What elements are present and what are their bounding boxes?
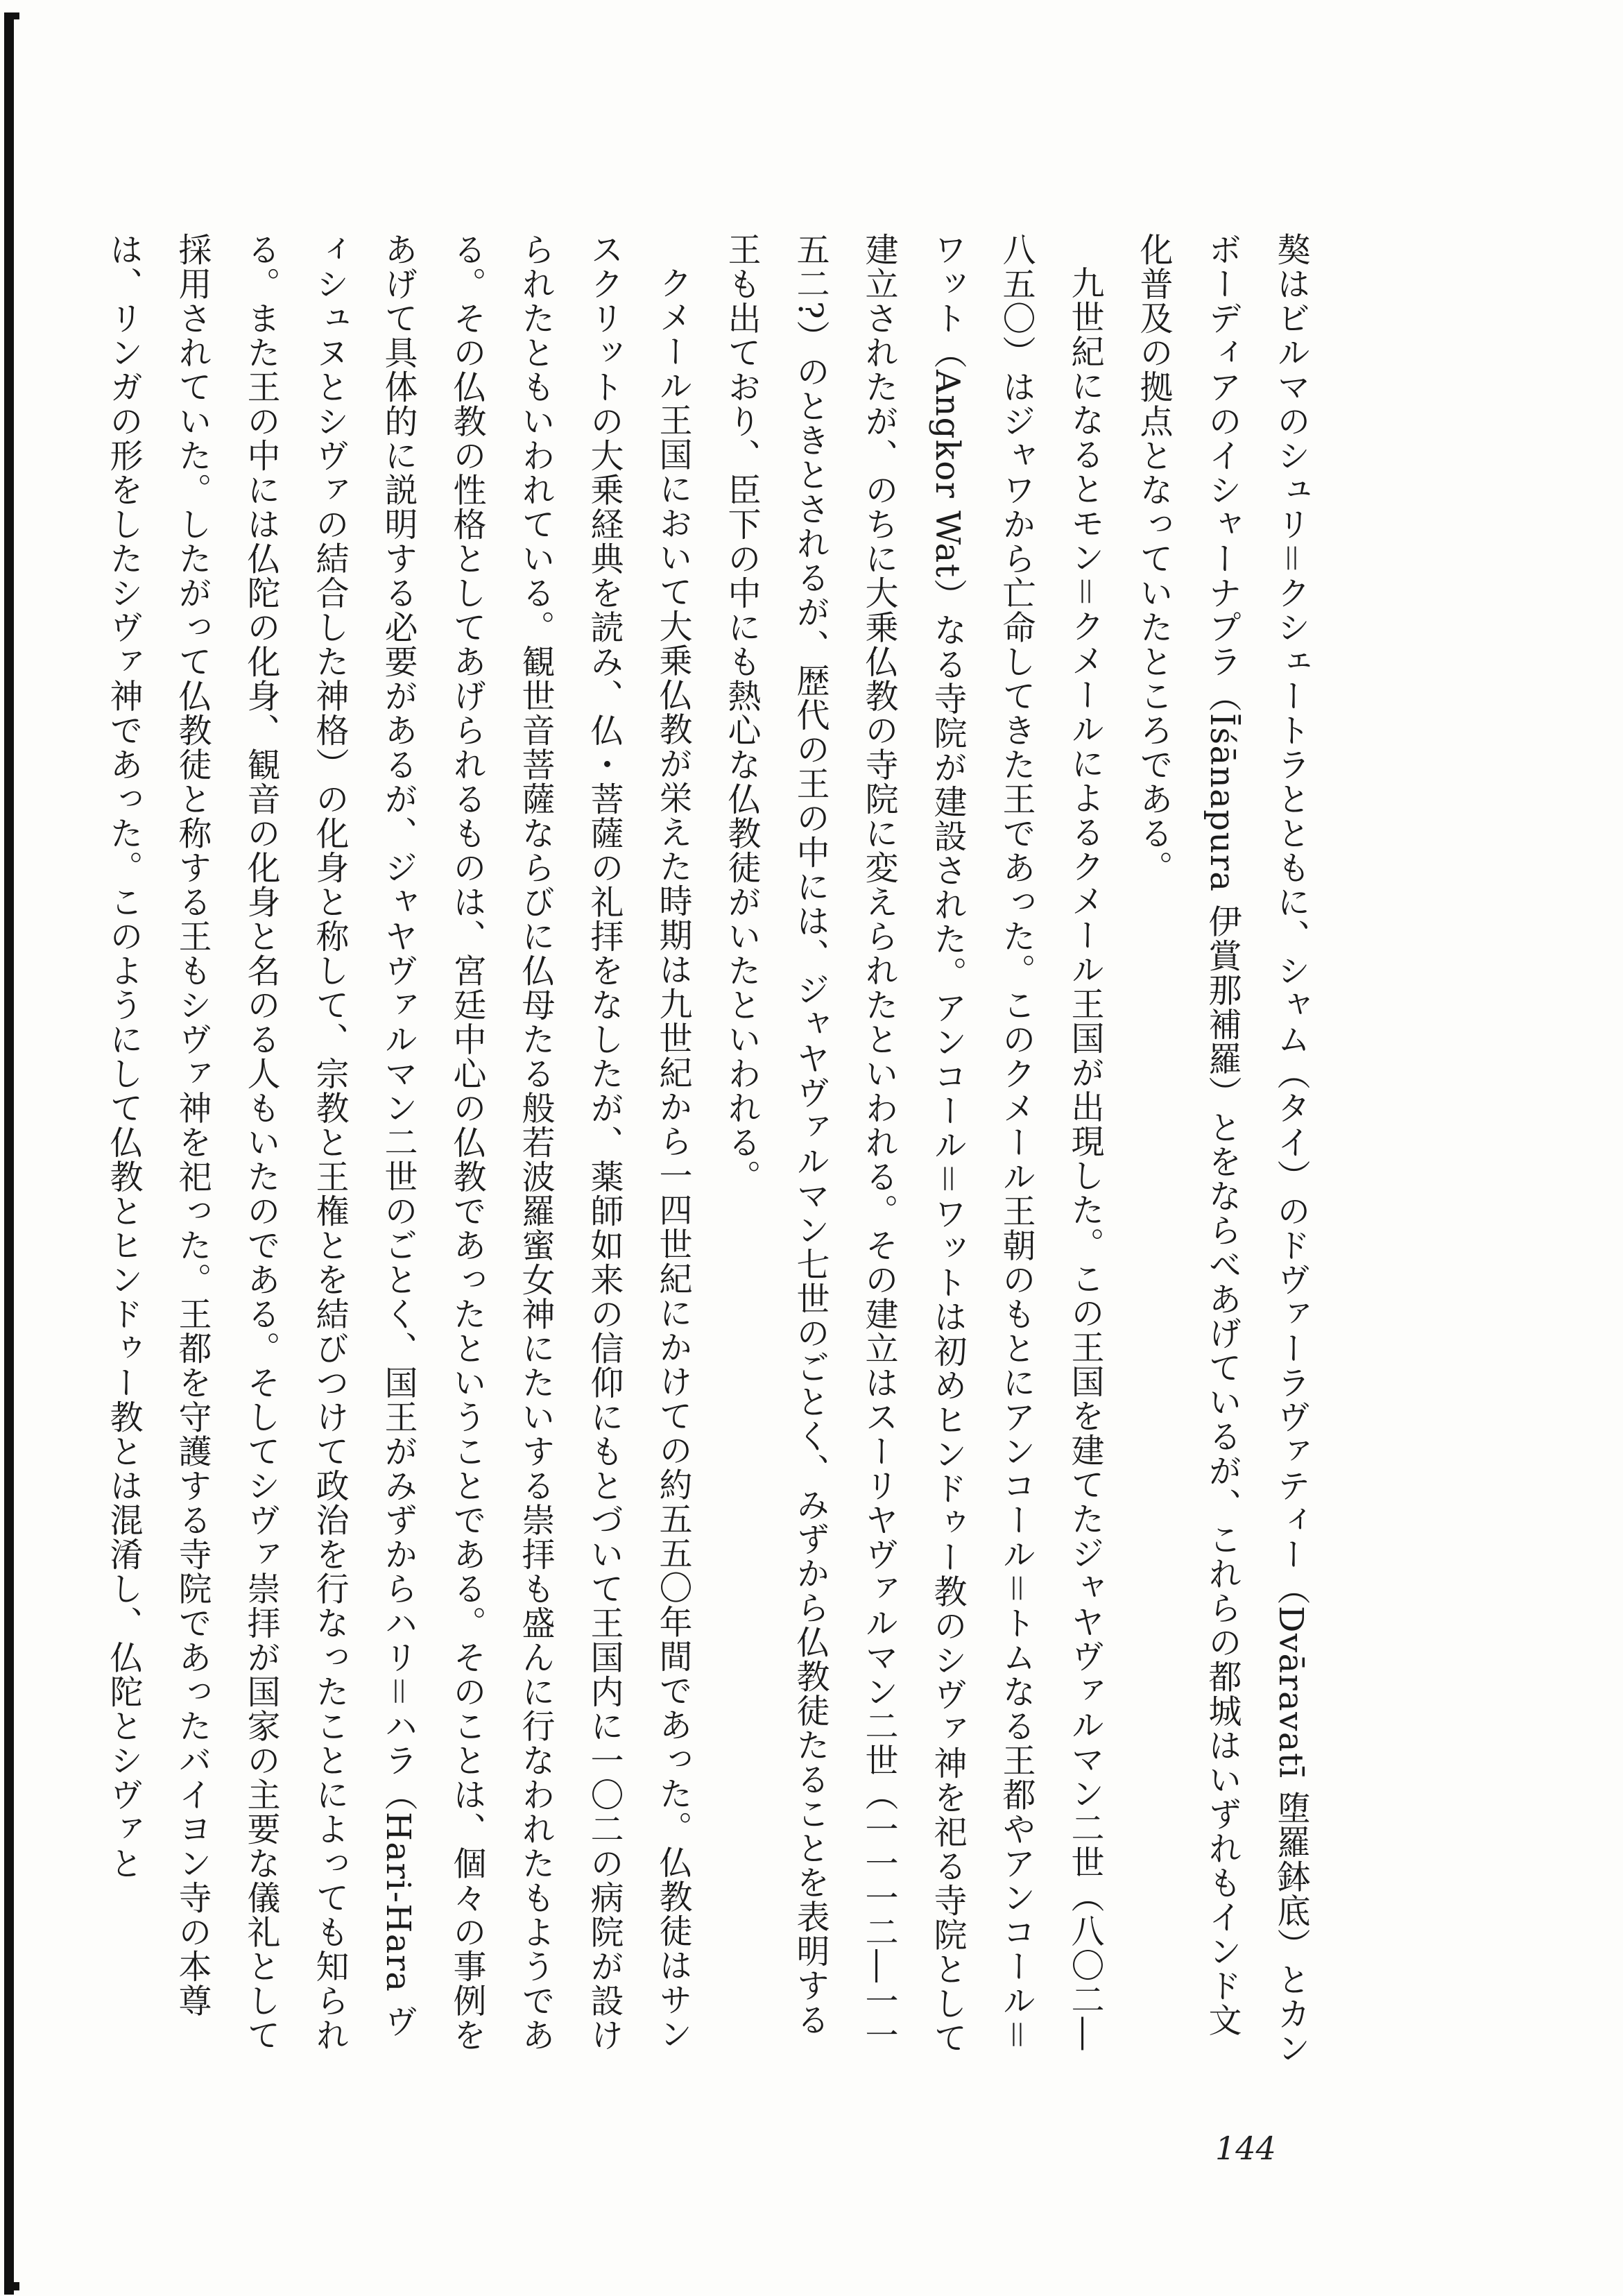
- paragraph-continuation: 獒はビルマのシュリ＝クシェートラとともに、シャム（タイ）のドヴァーラヴァティー（Dvāravatī 堕羅鉢底）とカンボーディアのイシャーナプラ（Īśānapura 伊賞那補羅）とをならべあげているが、これらの都城はいずれもインド文化普及の拠点となっていたところである。: [1134, 232, 1310, 2066]
- vertical-body-text: [104, 232, 1325, 2071]
- binding-edge-bottom-mark: [4, 2282, 19, 2290]
- binding-edge: [4, 12, 14, 2295]
- paragraph-khmer-kingdom: 九世紀になるとモン＝クメールによるクメール王国が出現した。この王国を建てたジャヤヴァルマン二世（八〇二―八五〇）はジャワから亡命してきた王であった。このクメール王朝のもとにアンコール＝トムなる王都やアンコール＝ワット（Angkor Wat）なる寺院が建設された。アンコール＝ワットは初めヒンドゥー教のシヴァ神を祀る寺院として建立されたが、のちに大乗仏教の寺院に変えられたといわれる。その建立はスーリヤヴァルマン二世（一一一二―一一五二?）のときとされるが、歴代の王の中には、ジャヤヴァルマン七世のごとく、みずから仏教徒たることを表明する王も出ており、臣下の中にも熱心な仏教徒がいたといわれる。: [722, 232, 1104, 2055]
- paragraph-mahayana-buddhism: クメール王国において大乗仏教が栄えた時期は九世紀から一四世紀にかけての約五五〇年間であった。仏教徒はサンスクリットの大乗経典を読み、仏・菩薩の礼拝をなしたが、薬師如来の信仰にもとづいて王国内に一〇二の病院が設けられたともいわれている。観世音菩薩ならびに仏母たる般若波羅蜜女神にたいする崇拝も盛んに行なわれたもようである。その仏教の性格としてあげられるものは、宮廷中心の仏教であったということである。そのことは、個々の事例をあげて具体的に説明する必要があるが、ジャヤヴァルマン二世のごとく、国王がみずからハリ＝ハラ（Hari-Hara ヴィシュヌとシヴァの結合した神格）の化身と称して、宗教と王権とを結びつけて政治を行なったことによっても知られる。また王の中には仏陀の化身、観音の化身と名のる人もいたのである。そしてシヴァ崇拝が国家の主要な儀礼として採用されていた。したがって仏教徒と称する王もシヴァ神を祀った。王都を守護する寺院であったバイヨン寺の本尊は、リンガの形をしたシヴァ神であった。このようにして仏教とヒンドゥー教とは混淆し、仏陀とシヴァと: [104, 232, 692, 2053]
- binding-edge-top-mark: [4, 12, 19, 19]
- page-number: 144: [1215, 2130, 1276, 2167]
